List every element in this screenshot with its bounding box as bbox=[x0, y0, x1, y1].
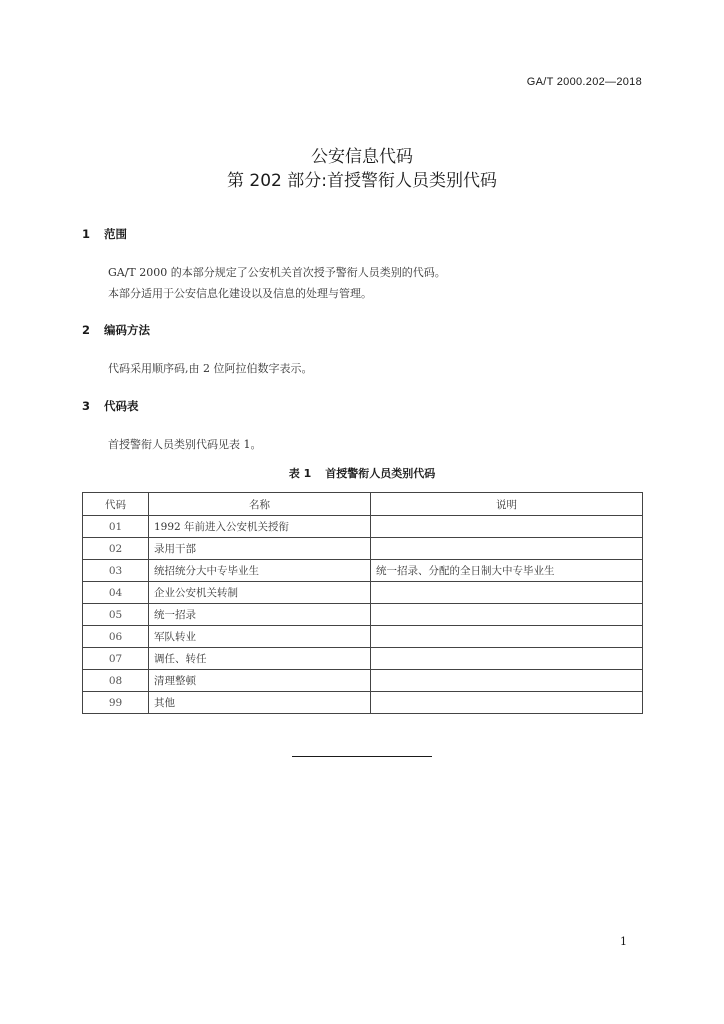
table-row bbox=[83, 516, 643, 538]
cell-note: 统一招录、分配的全日制大中专毕业生 bbox=[371, 560, 643, 582]
section-heading-scope bbox=[82, 226, 127, 242]
cell-code: 04 bbox=[83, 582, 149, 604]
column-header-code: 代码 bbox=[83, 493, 149, 516]
section-number: 2 bbox=[82, 323, 91, 337]
cell-code: 07 bbox=[83, 648, 149, 670]
cell-name: 军队转业 bbox=[149, 626, 371, 648]
cell-code: 99 bbox=[83, 692, 149, 714]
cell-name: 清理整顿 bbox=[149, 670, 371, 692]
cell-name: 统一招录 bbox=[149, 604, 371, 626]
document-code: GA/T 2000.202—2018 bbox=[526, 76, 642, 88]
cell-name: 调任、转任 bbox=[149, 648, 371, 670]
paragraph: 代码采用顺序码,由 2 位阿拉伯数字表示。 bbox=[108, 362, 313, 375]
section-title: 代码表 bbox=[104, 399, 139, 413]
cell-note bbox=[371, 648, 643, 670]
paragraph: 首授警衔人员类别代码见表 1。 bbox=[108, 438, 262, 451]
cell-code: 03 bbox=[83, 560, 149, 582]
cell-code: 08 bbox=[83, 670, 149, 692]
table-caption bbox=[0, 465, 724, 481]
cell-note bbox=[371, 516, 643, 538]
table-row bbox=[83, 560, 643, 582]
cell-note bbox=[371, 604, 643, 626]
document-title: 公安信息代码 bbox=[311, 147, 413, 167]
cell-name: 录用干部 bbox=[149, 538, 371, 560]
cell-code: 05 bbox=[83, 604, 149, 626]
table-caption-title: 首授警衔人员类别代码 bbox=[325, 467, 436, 480]
cell-code: 01 bbox=[83, 516, 149, 538]
table-header-row bbox=[83, 493, 643, 516]
table-row bbox=[83, 670, 643, 692]
cell-note bbox=[371, 538, 643, 560]
table-row bbox=[83, 604, 643, 626]
section-title: 编码方法 bbox=[104, 323, 150, 337]
table-row bbox=[83, 538, 643, 560]
cell-code: 02 bbox=[83, 538, 149, 560]
cell-note bbox=[371, 692, 643, 714]
cell-name: 其他 bbox=[149, 692, 371, 714]
end-of-document-rule bbox=[292, 756, 432, 757]
section-heading-coding-method bbox=[82, 322, 150, 338]
section-number: 1 bbox=[82, 227, 91, 241]
column-header-note: 说明 bbox=[371, 493, 643, 516]
column-header-name: 名称 bbox=[149, 493, 371, 516]
document-subtitle: 第 202 部分:首授警衔人员类别代码 bbox=[227, 171, 497, 191]
code-table bbox=[82, 492, 643, 714]
paragraph: GA/T 2000 的本部分规定了公安机关首次授予警衔人员类别的代码。 bbox=[108, 266, 446, 279]
cell-name: 企业公安机关转制 bbox=[149, 582, 371, 604]
table-caption-label: 表 1 bbox=[288, 467, 312, 480]
cell-note bbox=[371, 582, 643, 604]
cell-note bbox=[371, 670, 643, 692]
section-heading-code-table bbox=[82, 398, 139, 414]
table-row bbox=[83, 582, 643, 604]
paragraph: 本部分适用于公安信息化建设以及信息的处理与管理。 bbox=[108, 287, 372, 300]
table-row bbox=[83, 626, 643, 648]
section-number: 3 bbox=[82, 399, 91, 413]
table-row bbox=[83, 692, 643, 714]
table-row bbox=[83, 648, 643, 670]
cell-note bbox=[371, 626, 643, 648]
cell-code: 06 bbox=[83, 626, 149, 648]
section-title: 范围 bbox=[104, 227, 127, 241]
page-number: 1 bbox=[620, 935, 627, 948]
cell-name: 统招统分大中专毕业生 bbox=[149, 560, 371, 582]
cell-name: 1992 年前进入公安机关授衔 bbox=[149, 516, 371, 538]
